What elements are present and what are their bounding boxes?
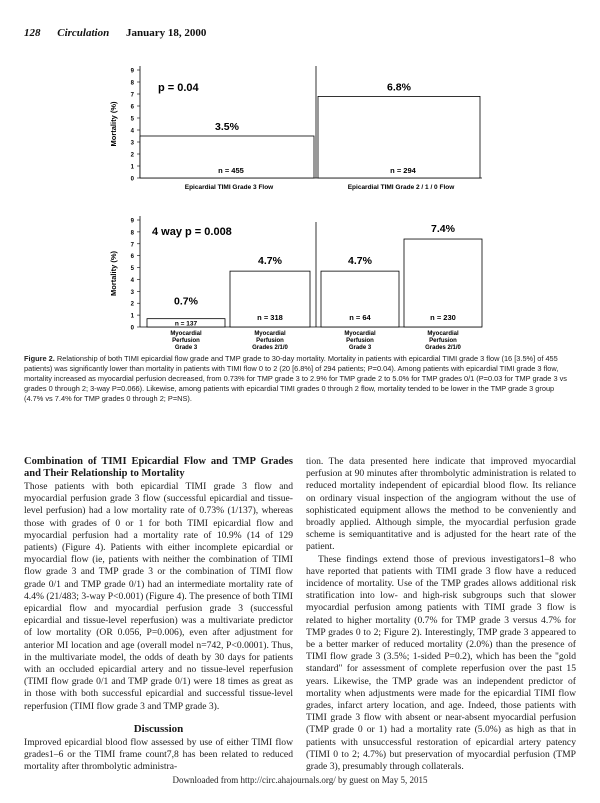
bottom-y-tick-label: 0 — [130, 325, 134, 332]
top-y-tick-label: 9 — [130, 68, 134, 75]
top-y-tick-label: 3 — [130, 140, 134, 147]
section-heading: Combination of TIMI Epicardial Flow and TMP Grades and Their Relationship to Mortality — [24, 456, 293, 479]
bottom-category-line-1: Myocardial — [344, 331, 376, 337]
bottom-y-axis-label: Mortality (%) — [109, 251, 118, 296]
bottom-category-line-2: Perfusion — [346, 338, 374, 344]
figure-caption — [24, 354, 574, 404]
bottom-category-line-1: Myocardial — [170, 331, 202, 337]
bottom-bar-n-label: n = 318 — [257, 313, 283, 322]
bottom-y-tick-label: 4 — [130, 277, 134, 284]
journal-name: Circulation — [57, 27, 110, 39]
bottom-category-line-3: Grade 3 — [348, 345, 372, 350]
top-y-tick-label: 1 — [130, 164, 134, 171]
bottom-bar-n-label: n = 64 — [349, 313, 371, 322]
right-paragraph-1: tion. The data presented here indicate that improved myocardial perfusion at 90 minutes after thrombolytic administration is related to reduced mortality independent of epicardial blood flow. Its reliance on ordinary visual inspection of the angiogram without the use of sophisticated equipment allows the method to be conveniently and broadly applied. Although simple, the myocardial perfusion grade scheme is semiquantitative and is adjusted for the heart rate of the patient. — [306, 456, 576, 553]
right-column — [306, 456, 576, 773]
bottom-category-line-3: Grades 2/1/0 — [252, 345, 288, 350]
discussion-heading: Discussion — [133, 722, 184, 735]
top-y-tick-label: 5 — [130, 116, 134, 123]
top-bar-n-label: n = 455 — [218, 166, 244, 175]
top-y-tick-label: 7 — [130, 92, 134, 99]
top-bar-n-label: n = 294 — [390, 166, 416, 175]
bottom-bar-value-label: 0.7% — [174, 295, 198, 308]
top-category-label: Epicardial TIMI Grade 3 Flow — [184, 184, 274, 191]
bottom-y-tick-label: 6 — [130, 254, 134, 261]
bottom-bar-value-label: 4.7% — [348, 255, 372, 268]
bottom-y-tick-label: 2 — [130, 301, 134, 308]
bottom-p-value: 4 way p = 0.008 — [152, 226, 232, 238]
bottom-y-tick-label: 5 — [130, 266, 134, 273]
bottom-y-tick-label: 3 — [130, 289, 134, 296]
bottom-category-line-1: Myocardial — [427, 331, 459, 337]
left-paragraph-1: Those patients with both epicardial TIMI grade 3 flow and myocardial perfusion grade 3 flow (successful epicardial and tissue-level perfusion) had a low mortality rate of 0.73% (1/137), whereas those with grades of 0 or 1 for both TIMI epicardial flow and myocardial perfusion had a mortality rate of 10.9% (14 of 129 patients) (Figure 4). Patients with either incomplete epicardial or myocardial flow (ie, patients with neither the combination of TIMI flow grade 3 and TMP grade 3 or the combination of TIMI flow grade 0/1 and TMP grade 0/1) had an intermediate mortality rate of 4.4% (21/483; 3-way P<0.001) (Figure 4). The presence of both TIMI epicardial flow and myocardial perfusion grade 3 (successful epicardial and tissue-level reperfusion) was a multivariate predictor of low mortality (OR 0.056, P=0.006), even after adjustment for anterior MI location and age (overall model n=742, P<0.0001). Thus, in the multivariate model, the odds of death by 30 days for patients with an occluded epicardial artery and no tissue-level reperfusion (TIMI flow grade 0/1 and TMP grade 0/1) were 18 times as great as in those with both successful epicardial and successful tissue-level reperfusion (TIMI flow grade 3 and TMP grade 3). — [24, 481, 293, 712]
left-paragraph-2: Improved epicardial blood flow assessed by use of either TIMI flow grades1–6 or the TIMI frame count7,8 has been related to reduced mortality after thrombolytic administra- — [24, 737, 293, 773]
caption-label: Figure 2. — [24, 354, 55, 363]
top-category-label: Epicardial TIMI Grade 2 / 1 / 0 Flow — [347, 184, 455, 191]
issue-date: January 18, 2000 — [125, 27, 207, 39]
bottom-bar-n-label: n = 137 — [174, 320, 198, 328]
bottom-category-line-2: Perfusion — [256, 338, 284, 344]
top-y-tick-label: 4 — [130, 128, 134, 135]
top-bar-value-label: 3.5% — [215, 121, 239, 133]
top-y-tick-label: 8 — [130, 80, 134, 87]
figure-2 — [0, 0, 600, 350]
bottom-y-tick-label: 9 — [130, 218, 134, 225]
bottom-category-line-1: Myocardial — [254, 331, 286, 337]
page-number: 128 — [24, 27, 41, 39]
top-y-axis-label: Mortality (%) — [109, 101, 118, 147]
top-y-tick-label: 0 — [130, 176, 134, 183]
bottom-category-line-2: Perfusion — [172, 338, 200, 344]
download-footer: Downloaded from http://circ.ahajournals.org/ by guest on May 5, 2015 — [172, 775, 428, 785]
bottom-y-tick-label: 7 — [130, 242, 134, 249]
bottom-bar-value-label: 7.4% — [431, 223, 455, 236]
bottom-bar-value-label: 4.7% — [258, 255, 282, 268]
top-p-value: p = 0.04 — [158, 82, 199, 94]
top-y-tick-label: 6 — [130, 104, 134, 111]
caption-text: Relationship of both TIMI epicardial flow grade and TMP grade to 30-day mortality. Mortality in patients with epicardial TIMI grade 3 flow (16 [3.5%] of 455 patients) was significantly lower than mortality in patients with TIMI flow 0 to 2 (20 [6.8%] of 294 patients; P=0.04). Among patients with epicardial TIMI grade 3 flow, mortality increased as myocardial perfusion decreased, from 0.73% for TMP grade 3 to 2.9% for TMP grade 2 to 5.0% for TMP grades 0/1 (P=0.03 for TMP grade 3 vs grades 0 through 2; 3-way P=0.066). Likewise, among patients with epicardial TIMI grades 0 through 2 flow, mortality tended to be lower in the TMP grade 3 group (4.7% vs 7.4% for TMP grades 0 through 2; P=NS). — [24, 354, 568, 403]
bottom-y-tick-label: 1 — [130, 313, 134, 320]
bottom-category-line-3: Grade 3 — [174, 345, 198, 350]
right-paragraph-2: These findings extend those of previous investigators1–8 who have reported that patients with TIMI grade 3 flow have a reduced incidence of mortality. Use of the TMP grades allows additional risk stratification into low- and high-risk subgroups such that slower myocardial perfusion among patients with TIMI grade 3 flow is related to higher mortality (0.7% for TMP grade 3 versus 4.7% for TMP grades 0 to 2; Figure 2). Interestingly, TMP grade 3 appeared to be a better marker of reduced mortality (2.0%) than the presence of TIMI flow grade 3 (3.5%; 1-sided P=0.2), which has been the "gold standard" for assessment of complete reperfusion over the past 15 years. Likewise, the TMP grade was an independent predictor of mortality when adjustments were made for the epicardial TIMI flow grades, infarct artery location, and age. Indeed, those patients with TIMI grade 3 flow with absent or near-absent myocardial perfusion (TMP grade 0 or 1) had a mortality rate (5.0%) as high as that in patients with unsuccessful restoration of epicardial artery patency (TIMI 0 to 2; 4.7%) but preservation of myocardial perfusion (TMP grade 3), presumably through collaterals. — [306, 553, 576, 773]
top-y-tick-label: 2 — [130, 152, 134, 159]
bottom-category-line-2: Perfusion — [429, 338, 457, 344]
left-column — [24, 456, 293, 774]
bottom-y-tick-label: 8 — [130, 230, 134, 237]
bottom-bar-n-label: n = 230 — [430, 313, 456, 322]
bottom-category-line-3: Grades 2/1/0 — [425, 345, 461, 350]
top-bar-value-label: 6.8% — [387, 81, 411, 94]
